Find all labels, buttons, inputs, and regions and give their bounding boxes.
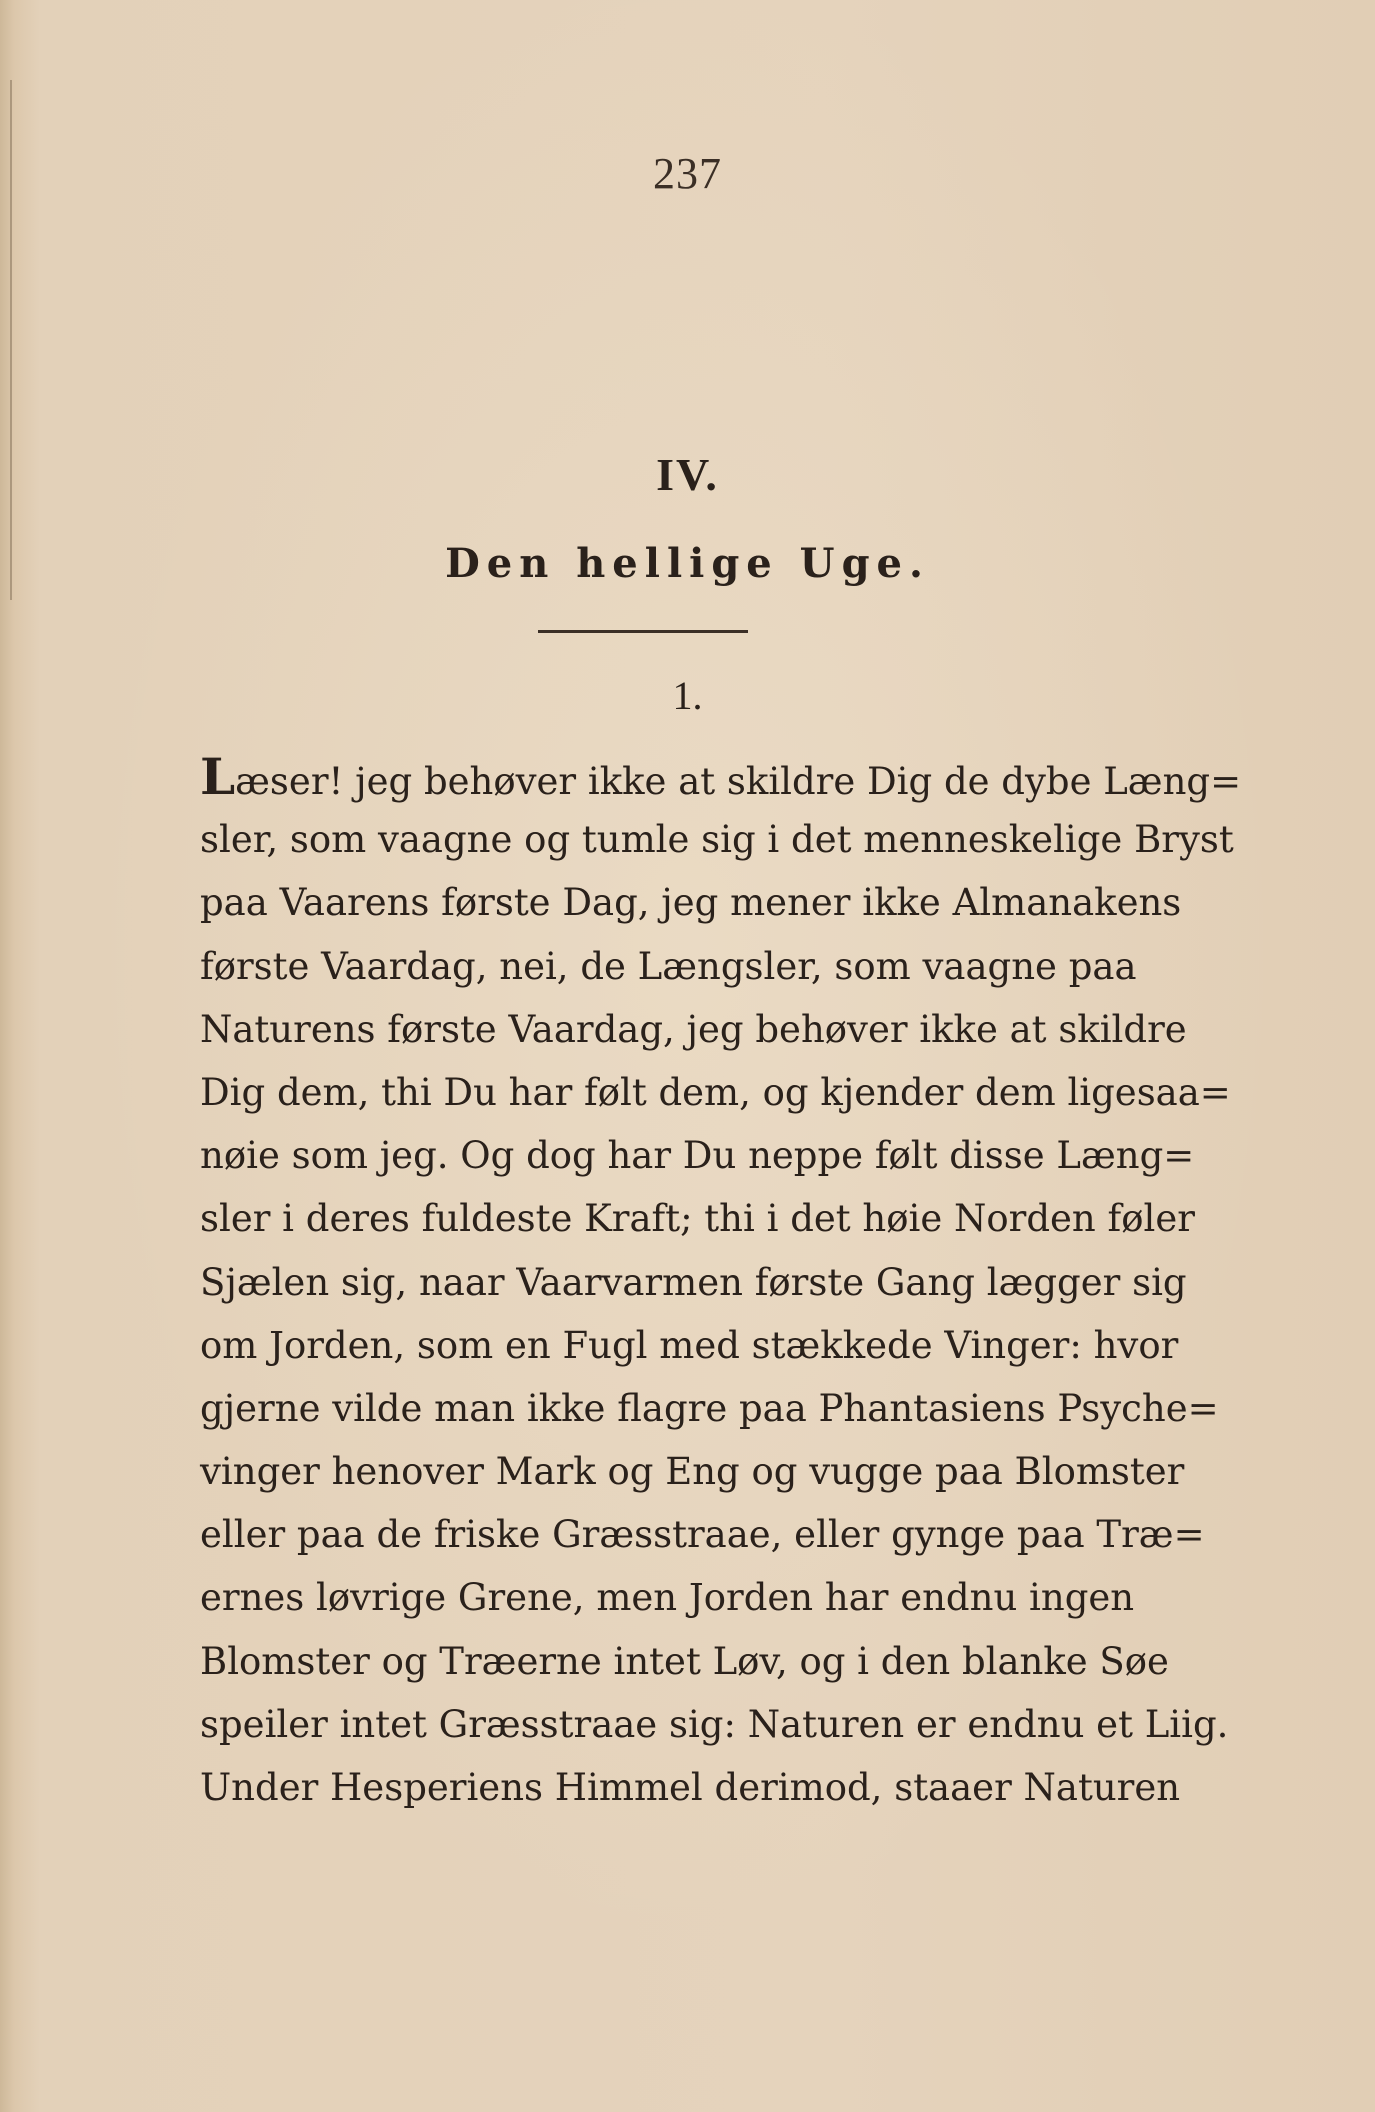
text-line: Dig dem, thi Du har følt dem, og kjender dem ligesaa=	[200, 1070, 1231, 1114]
section-number: 1.	[672, 673, 703, 718]
text-line: speiler intet Græsstraae sig: Naturen er endnu et Liig.	[200, 1702, 1229, 1746]
text-line: Sjælen sig, naar Vaarvarmen første Gang lægger sig	[200, 1260, 1187, 1304]
page-number: 237	[653, 149, 722, 198]
chapter-title: Den hellige Uge.	[445, 540, 930, 587]
chapter-number: IV.	[656, 449, 719, 500]
text-line: eller paa de friske Græsstraae, eller gynge paa Træ=	[200, 1513, 1205, 1557]
text-line: Læser! jeg behøver ikke at skildre Dig de dybe Læng=	[200, 747, 1242, 806]
text-line: Under Hesperiens Himmel derimod, staaer Naturen	[200, 1766, 1181, 1809]
text-line: vinger henover Mark og Eng og vugge paa Blomster	[200, 1450, 1185, 1494]
body-text	[200, 745, 1242, 1819]
text-line: paa Vaarens første Dag, jeg mener ikke Almanakens	[200, 881, 1182, 925]
text-line: om Jorden, som en Fugl med stækkede Vinger: hvor	[200, 1323, 1179, 1367]
text-line: Blomster og Træerne intet Løv, og i den blanke Søe	[200, 1639, 1169, 1683]
text-line: Naturens første Vaardag, jeg behøver ikke at skildre	[200, 1007, 1187, 1051]
text-line: første Vaardag, nei, de Længsler, som vaagne paa	[200, 944, 1137, 988]
text-line: sler i deres fuldeste Kraft; thi i det høie Norden føler	[200, 1197, 1195, 1241]
text-line: ernes løvrige Grene, men Jorden har endnu ingen	[200, 1576, 1135, 1620]
text-line: sler, som vaagne og tumle sig i det menneskelige Bryst	[200, 818, 1234, 862]
title-divider	[538, 630, 748, 633]
text-line: gjerne vilde man ikke flagre paa Phantasiens Psyche=	[200, 1386, 1219, 1430]
text-line: nøie som jeg. Og dog har Du neppe følt disse Læng=	[200, 1134, 1195, 1178]
